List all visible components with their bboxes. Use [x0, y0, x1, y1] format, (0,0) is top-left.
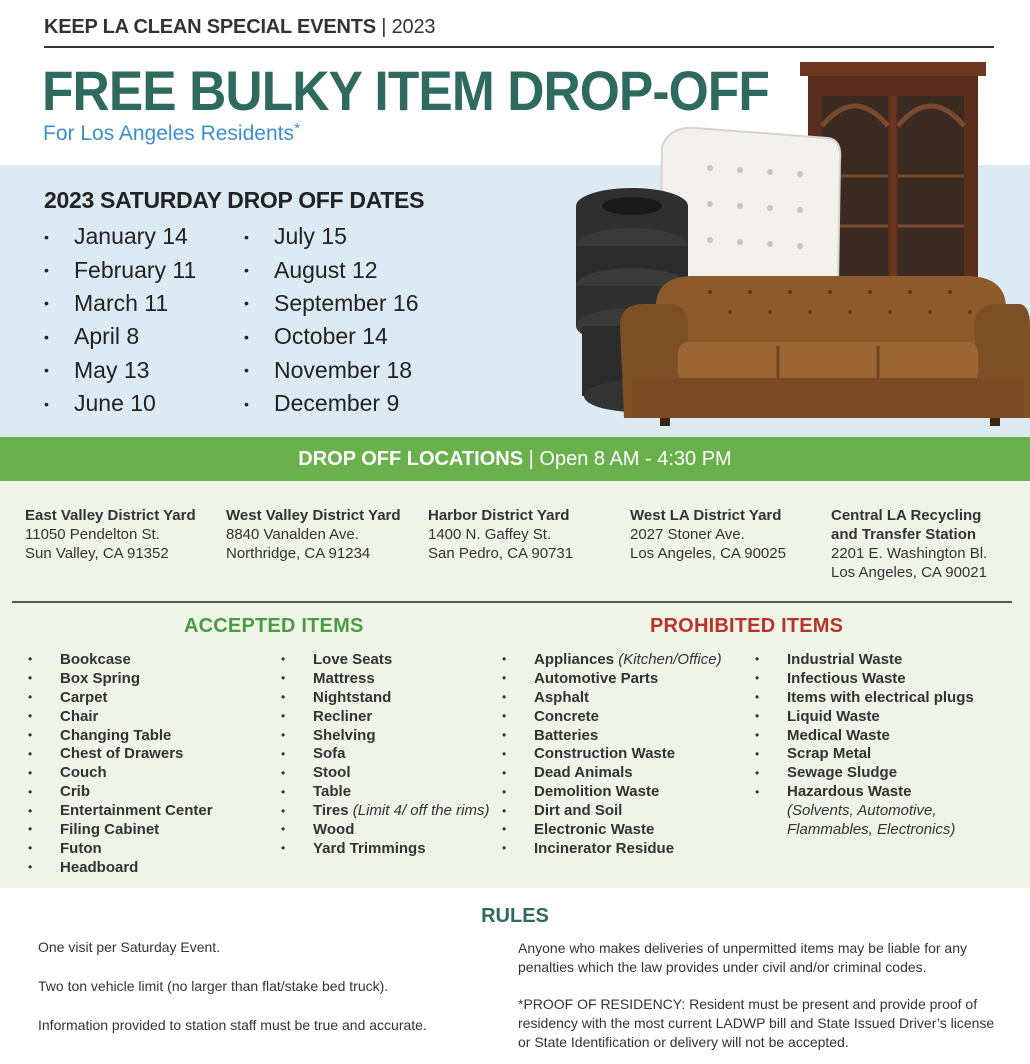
header-rule [44, 46, 994, 48]
bullet-icon: • [755, 746, 760, 761]
item-note: (Limit 4/ off the rims) [352, 802, 490, 820]
item-label: Carpet [60, 688, 108, 706]
item-label: Asphalt [534, 688, 590, 706]
item-label: Recliner [313, 707, 373, 725]
item-label: Box Spring [60, 669, 141, 687]
location-name: Harbor District Yard [428, 507, 570, 524]
list-item [281, 801, 489, 820]
list-item [281, 820, 489, 839]
prohibited-list-2 [755, 650, 974, 839]
item-label: Chest of Drawers [60, 745, 184, 763]
list-item [28, 650, 213, 669]
bullet-icon: • [28, 690, 33, 705]
location-east-valley [25, 506, 196, 563]
header-year: 2023 [391, 16, 436, 38]
bullet-icon: • [755, 765, 760, 780]
item-label: Bookcase [60, 650, 131, 668]
item-label: Sofa [313, 745, 346, 763]
item-note: Flammables, Electronics) [787, 820, 956, 838]
bullet-icon: • [502, 822, 507, 837]
date-text: March 11 [74, 289, 169, 316]
item-label: Dead Animals [534, 764, 633, 782]
dates-column-2 [244, 220, 418, 420]
item-label: Demolition Waste [534, 783, 660, 801]
rules-title: RULES [481, 905, 549, 927]
item-label: Chair [60, 707, 99, 725]
locations-bar [0, 437, 1030, 481]
date-item [44, 287, 196, 320]
date-item [244, 354, 418, 387]
bullet-icon: • [28, 746, 33, 761]
bullet-icon: • [244, 295, 249, 312]
bullet-icon: • [502, 746, 507, 761]
dates-column-1 [44, 220, 196, 420]
list-item [28, 763, 213, 782]
bullet-icon: • [28, 709, 33, 724]
list-item [28, 726, 213, 745]
sofa-icon [620, 276, 1030, 426]
bullet-icon: • [244, 262, 249, 279]
date-item [44, 387, 196, 420]
bullet-icon: • [502, 803, 507, 818]
date-item [44, 220, 196, 253]
list-item [755, 688, 974, 707]
rule-text: One visit per Saturday Event. [38, 939, 221, 955]
bullet-icon: • [28, 841, 33, 856]
list-item [502, 707, 722, 726]
bullet-icon: • [755, 784, 760, 799]
bullet-icon: • [281, 784, 286, 799]
item-label: Headboard [60, 858, 139, 876]
item-label: Tires [313, 802, 349, 820]
list-item [502, 839, 722, 858]
bullet-icon: • [281, 690, 286, 705]
list-item [502, 650, 722, 669]
rule-liability-text: Anyone who makes deliveries of unpermitted items may be liable for any penalties which the law provides under civil and/or criminal codes. [518, 940, 967, 975]
date-item [44, 253, 196, 286]
list-item [28, 669, 213, 688]
location-west-valley [226, 506, 401, 563]
date-text: July 15 [274, 223, 347, 250]
location-city: Sun Valley, CA 91352 [25, 545, 169, 562]
location-name: Central LA Recycling [831, 507, 982, 524]
location-city: San Pedro, CA 90731 [428, 545, 574, 562]
list-item [502, 669, 722, 688]
date-text: April 8 [74, 323, 140, 350]
list-item [28, 782, 213, 801]
item-label: Changing Table [60, 726, 172, 744]
item-label: Shelving [313, 726, 376, 744]
list-item [502, 782, 722, 801]
location-street: 1400 N. Gaffey St. [428, 526, 552, 543]
location-harbor [428, 506, 573, 563]
list-item [28, 801, 213, 820]
item-label: Love Seats [313, 650, 393, 668]
bullet-icon: • [28, 860, 33, 875]
bullet-icon: • [502, 709, 507, 724]
date-item [244, 253, 418, 286]
list-item [755, 707, 974, 726]
bullet-icon: • [281, 822, 286, 837]
bullet-icon: • [44, 362, 49, 379]
prohibited-items-title: PROHIBITED ITEMS [650, 615, 844, 637]
rule-text: Information provided to station staff must be true and accurate. [38, 1017, 427, 1033]
header-separator: | [381, 16, 387, 38]
item-label: Dirt and Soil [534, 802, 623, 820]
item-label: Couch [60, 764, 107, 782]
bullet-icon: • [244, 395, 249, 412]
list-item [755, 782, 974, 801]
locations-title: DROP OFF LOCATIONS [298, 448, 524, 470]
bullet-icon: • [281, 671, 286, 686]
location-west-la [630, 506, 786, 563]
date-item [44, 320, 196, 353]
subtitle-text: For Los Angeles Residents [43, 122, 294, 145]
locations-hours: Open 8 AM - 4:30 PM [539, 448, 732, 470]
date-text: October 14 [274, 323, 388, 350]
section-divider [12, 601, 1012, 603]
location-street: 8840 Vanalden Ave. [226, 526, 359, 543]
list-item [281, 726, 489, 745]
bullet-icon: • [502, 841, 507, 856]
bullet-icon: • [28, 765, 33, 780]
location-street: 2027 Stoner Ave. [630, 526, 745, 543]
location-city: Northridge, CA 91234 [226, 545, 371, 562]
org-name: KEEP LA CLEAN SPECIAL EVENTS [44, 16, 376, 38]
item-label: Filing Cabinet [60, 820, 160, 838]
list-item [281, 782, 489, 801]
page-title: FREE BULKY ITEM DROP-OFF [42, 59, 769, 122]
bullet-icon: • [28, 728, 33, 742]
date-text: January 14 [74, 223, 188, 250]
list-item [281, 707, 489, 726]
list-item [281, 763, 489, 782]
item-label: Scrap Metal [787, 745, 872, 763]
item-label: Incinerator Residue [534, 839, 675, 857]
item-label: Table [313, 783, 352, 801]
list-item [28, 858, 213, 877]
location-name-line2: and Transfer Station [831, 526, 977, 543]
list-item [281, 650, 489, 669]
location-city: Los Angeles, CA 90025 [630, 545, 786, 562]
location-street: 11050 Pendelton St. [25, 526, 160, 543]
item-label: Hazardous Waste [787, 783, 912, 801]
item-label: Yard Trimmings [313, 839, 426, 857]
item-label: Automotive Parts [534, 669, 659, 687]
date-text: February 11 [74, 256, 197, 283]
date-text: August 12 [274, 256, 378, 283]
subtitle-asterisk: * [293, 121, 301, 138]
location-name: East Valley District Yard [25, 507, 196, 524]
bullet-icon: • [44, 262, 49, 279]
list-item [502, 726, 722, 745]
bullet-icon: • [281, 652, 286, 667]
bullet-icon: • [502, 728, 507, 742]
item-label: Construction Waste [534, 745, 676, 763]
item-label: Infectious Waste [787, 669, 906, 687]
item-note: (Kitchen/Office) [618, 650, 722, 668]
page-subtitle [43, 121, 300, 146]
item-label: Industrial Waste [787, 650, 903, 668]
bullet-icon: • [755, 671, 760, 686]
item-label: Stool [313, 764, 351, 782]
accepted-items-title: ACCEPTED ITEMS [184, 615, 364, 637]
list-item [502, 801, 722, 820]
bullet-icon: • [502, 671, 507, 686]
date-text: June 10 [74, 390, 156, 417]
bullet-icon: • [44, 295, 49, 312]
bullet-icon: • [502, 652, 507, 667]
bullet-icon: • [281, 841, 286, 856]
location-street: 2201 E. Washington Bl. [831, 545, 988, 562]
prohibited-list-1 [502, 650, 722, 858]
bullet-icon: • [244, 328, 249, 345]
date-item [244, 387, 418, 420]
bullet-icon: • [28, 822, 33, 837]
location-name: West LA District Yard [630, 507, 782, 524]
bullet-icon: • [28, 671, 33, 686]
list-item [502, 763, 722, 782]
item-label: Mattress [313, 669, 375, 687]
bullet-icon: • [281, 728, 286, 742]
bullet-icon: • [281, 709, 286, 724]
locations-separator: | [528, 448, 534, 470]
item-label: Appliances [534, 650, 615, 668]
list-item [28, 839, 213, 858]
rule-text: Two ton vehicle limit (no larger than flat/stake bed truck). [38, 978, 389, 994]
event-series-label [44, 16, 435, 39]
bullet-icon: • [28, 652, 33, 667]
item-label: Items with electrical plugs [787, 688, 974, 706]
bullet-icon: • [281, 765, 286, 780]
list-item [281, 669, 489, 688]
bullet-icon: • [755, 728, 760, 742]
bullet-icon: • [281, 746, 286, 761]
item-label: Electronic Waste [534, 820, 655, 838]
bullet-icon: • [281, 803, 286, 818]
bullet-icon: • [28, 803, 33, 818]
location-city: Los Angeles, CA 90021 [831, 564, 987, 581]
bullet-icon: • [44, 228, 49, 245]
bullet-icon: • [755, 652, 760, 667]
item-label: Concrete [534, 707, 600, 725]
date-item [44, 354, 196, 387]
bulky-items-illustration [560, 56, 1030, 436]
bullet-icon: • [244, 228, 249, 245]
proof-label: *PROOF OF RESIDENCY: [518, 996, 686, 1012]
item-label: Liquid Waste [787, 707, 880, 725]
list-item [28, 688, 213, 707]
date-text: September 16 [274, 289, 419, 316]
date-item [244, 220, 418, 253]
accepted-list-2 [281, 650, 489, 858]
item-label: Sewage Sludge [787, 764, 898, 782]
item-label: Nightstand [313, 688, 392, 706]
date-text: November 18 [274, 356, 413, 383]
list-item [502, 744, 722, 763]
item-label: Wood [313, 820, 355, 838]
item-label: Medical Waste [787, 726, 890, 744]
list-item [755, 763, 974, 782]
item-label: Crib [60, 783, 90, 801]
bullet-icon: • [502, 690, 507, 705]
list-item [755, 726, 974, 745]
list-item [755, 744, 974, 763]
bullet-icon: • [755, 690, 760, 705]
bullet-icon: • [502, 784, 507, 799]
proof-text: Resident must be present and provide proof of residency with the most current LADWP bill and State Issued Driver’s license or State Identification or delivery will not be accepted. [518, 996, 995, 1050]
date-item [244, 287, 418, 320]
bullet-icon: • [44, 328, 49, 345]
bullet-icon: • [244, 362, 249, 379]
list-item [28, 820, 213, 839]
item-label: Batteries [534, 726, 599, 744]
list-item [755, 650, 974, 669]
location-central-la [831, 506, 987, 582]
list-item [28, 744, 213, 763]
list-item [502, 820, 722, 839]
list-item [281, 744, 489, 763]
item-label: Futon [60, 839, 102, 857]
list-item [281, 688, 489, 707]
date-text: December 9 [274, 390, 400, 417]
dates-title: 2023 SATURDAY DROP OFF DATES [44, 187, 425, 213]
location-name: West Valley District Yard [226, 507, 401, 524]
item-label: Entertainment Center [60, 802, 213, 820]
list-item [281, 839, 489, 858]
proof-of-residency [518, 995, 1008, 1052]
date-text: May 13 [74, 356, 150, 383]
list-item [502, 688, 722, 707]
bullet-icon: • [44, 395, 49, 412]
list-item [28, 707, 213, 726]
date-item [244, 320, 418, 353]
bullet-icon: • [755, 709, 760, 724]
bullet-icon: • [28, 784, 33, 799]
list-item [755, 669, 974, 688]
item-note: (Solvents, Automotive, [787, 802, 937, 820]
accepted-list-1 [28, 650, 213, 877]
bullet-icon: • [502, 765, 507, 780]
